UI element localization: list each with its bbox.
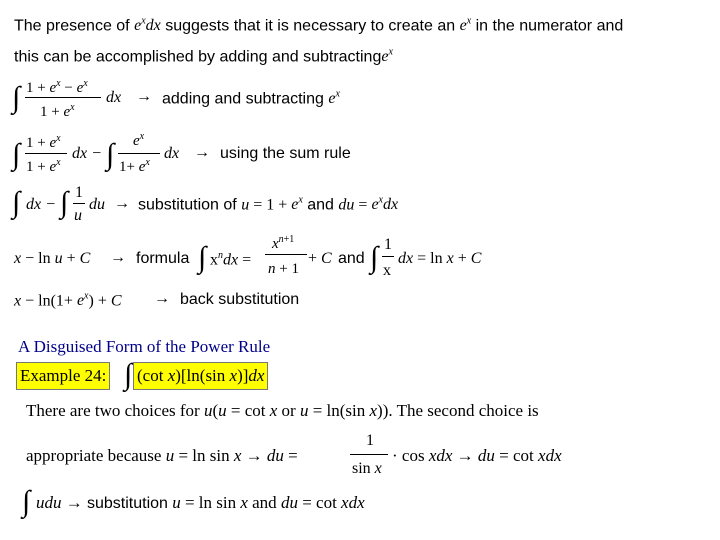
step1-numerator: $1 + e^x - e^x$ <box>26 78 88 96</box>
intro-text-1c: in the numerator and <box>475 17 624 35</box>
final-udu: udu → <box>36 493 83 512</box>
para-1 <box>26 401 539 421</box>
math-ex-3: $e^x$ <box>328 89 340 108</box>
step2-fraction-bar-2 <box>118 153 160 154</box>
intro-line-2 <box>14 47 393 66</box>
para2-math-2: · cos xdx → du = cot xdx <box>392 446 562 465</box>
step1-note <box>162 89 340 108</box>
step4-plusC: + C <box>308 250 332 267</box>
example-label-text: Example 24: <box>20 366 107 385</box>
integral-sign: ∫ <box>198 241 207 274</box>
step2-denominator-1: $1 + e^x$ <box>26 157 61 175</box>
para2-numerator: 1 <box>366 432 374 449</box>
step2-fraction-bar-1 <box>25 153 67 154</box>
intro-text-2: this can be accomplished by adding and subtracting <box>14 48 382 66</box>
step4-note: formula <box>136 250 190 267</box>
final-math: u = ln sin x and du = cot xdx <box>172 493 365 512</box>
step3-fraction-bar <box>73 203 85 204</box>
math-du: du = $e^xdx$ <box>338 195 399 214</box>
step1-fraction-bar <box>25 97 101 98</box>
example-integrand-box <box>133 362 268 390</box>
integral-sign: ∫ <box>60 186 69 219</box>
para2-text: appropriate because <box>26 446 162 465</box>
step1-denominator: $1 + e^x$ <box>40 102 75 120</box>
final-note: substitution <box>87 495 168 512</box>
integral-sign: ∫ <box>370 241 379 274</box>
intro-text-1b: suggests that it is necessary to create an <box>165 17 456 35</box>
para1-text: There are two choices for <box>26 401 200 420</box>
step4-and: and <box>338 250 365 267</box>
intro-text-1a: The presence of <box>14 17 130 35</box>
para2-denominator: sin x <box>352 460 382 477</box>
final-line <box>36 493 365 513</box>
step1-dx: dx <box>106 89 122 106</box>
step4-denominator-2: x <box>383 262 391 279</box>
step4-fraction-bar-2 <box>382 256 394 257</box>
example-box <box>16 362 110 390</box>
step2-numerator-2: $e^x$ <box>133 131 145 149</box>
math-sub-u: $u = 1 + e^x$ <box>241 195 303 214</box>
step2-numerator-1: $1 + e^x$ <box>26 133 61 151</box>
step3-numerator: 1 <box>75 184 83 201</box>
integral-sign: ∫ <box>106 138 115 171</box>
para1-end: The second choice is <box>396 401 539 420</box>
step5-expr: $x - \ln(1+ e^x) + C$ <box>14 291 122 310</box>
step5-note: back substitution <box>180 291 300 308</box>
step4-fraction-bar <box>265 254 307 255</box>
step3-du: du <box>89 196 105 213</box>
step3-note-text: substitution of <box>138 196 237 214</box>
step4-integrand: $x^ndx$ = <box>210 250 252 269</box>
math-exdx: $e^xdx$ <box>134 16 161 35</box>
step4-expr: x − ln u + C <box>14 250 91 267</box>
step1-note-text: adding and subtracting <box>162 90 324 108</box>
integral-sign: ∫ <box>124 358 133 391</box>
arrow-icon: → <box>136 88 152 105</box>
arrow-icon: → <box>110 249 126 266</box>
para-2 <box>26 446 298 466</box>
step4-denominator: n + 1 <box>268 261 299 277</box>
step2-dx-2: dx <box>164 145 180 162</box>
arrow-icon: → <box>194 144 210 161</box>
step2-denominator-2: $1+ e^x$ <box>119 157 150 175</box>
step3-note <box>138 195 398 214</box>
intro-line-1 <box>14 16 623 35</box>
section-heading: A Disguised Form of the Power Rule <box>18 337 271 356</box>
math-ex-2: $e^x$ <box>381 47 393 66</box>
math-ex: $e^x$ <box>459 16 472 35</box>
integral-sign: ∫ <box>12 138 21 171</box>
example-integrand: (cot x)[ln(sin x)]dx <box>133 362 268 390</box>
para2-fraction-bar <box>350 454 388 455</box>
step4-result: dx = ln x + C <box>398 250 482 267</box>
step3-denominator: u <box>74 207 82 224</box>
step3-and: and <box>307 196 334 214</box>
integral-sign: ∫ <box>12 81 21 114</box>
integral-sign: ∫ <box>22 485 31 518</box>
arrow-icon: → <box>154 290 170 307</box>
para1-math: u(u = cot x or u = ln(sin x)). <box>203 401 393 420</box>
integral-sign: ∫ <box>12 186 21 219</box>
step3-dx: dx − <box>26 196 56 213</box>
para2-math-1: u = ln sin x → du = <box>165 446 298 465</box>
example-label <box>16 362 110 390</box>
step4-numerator-2: 1 <box>384 236 392 253</box>
arrow-icon: → <box>114 195 130 212</box>
step4-numerator: $x^{n+1}$ <box>272 234 295 252</box>
step2-dx-1: dx − <box>72 145 102 162</box>
step2-note: using the sum rule <box>220 145 351 162</box>
